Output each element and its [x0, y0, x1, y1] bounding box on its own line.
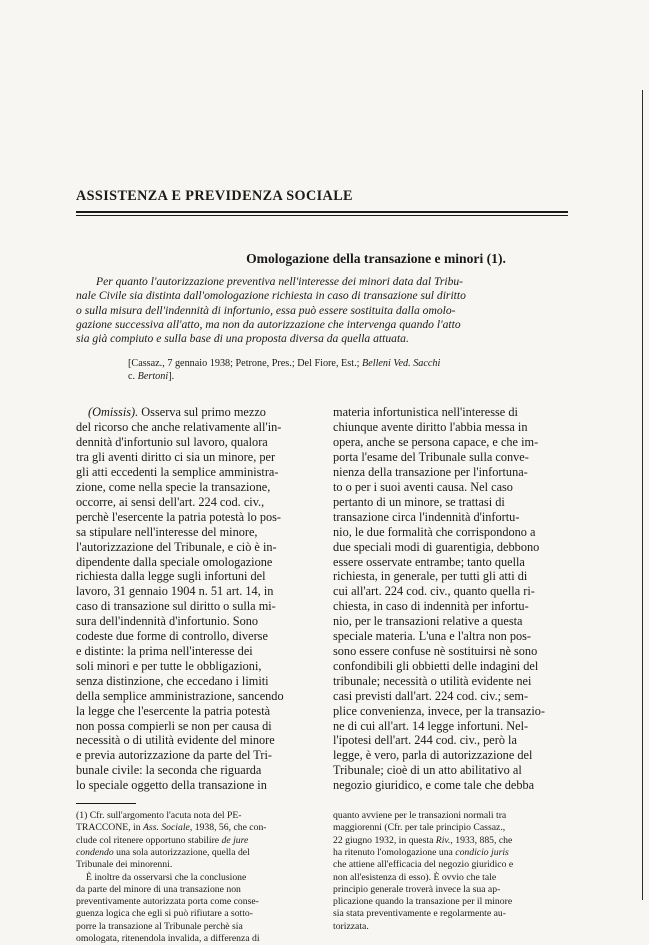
text-line: chiesta, in caso di indennità per infortu- — [333, 599, 529, 614]
footnote-line — [76, 822, 311, 834]
text-line — [76, 584, 311, 599]
footnote-text: 22 giugno 1932, in questa — [333, 834, 436, 846]
citation-party: Belleni Ved. Sacchi — [362, 358, 441, 370]
line-text: richiesta dalla legge sugli infortuni del — [76, 569, 266, 584]
text-line — [76, 495, 311, 510]
text-line — [76, 435, 311, 450]
text-line — [76, 525, 311, 540]
line-text: dennità d'infortunio sul lavoro, qualora — [76, 435, 268, 450]
footnote-text: , 1938, 56, che con- — [189, 822, 267, 834]
line-text: sa stipulare nell'interesse del minore, — [76, 524, 258, 539]
text-line: richiesta, in generale, per tutti gli atti di — [333, 569, 528, 584]
footnote-line — [76, 810, 311, 822]
footnote-text: ha ritenuto l'omologazione una — [333, 846, 456, 858]
abstract-line: o sulla misura dell'indennità di infortunio, essa può essere sostituita dalla omolo- — [76, 303, 456, 317]
line-text: e distinte: la prima nell'interesse dei — [76, 643, 253, 658]
line-text: del ricorso che anche relativamente all'in- — [76, 420, 282, 435]
footnote-text: da parte del minore di una transazione non — [76, 883, 241, 895]
text-line: tribunale; necessità o utilità evidente nei — [333, 673, 532, 688]
footnote-text: plicazione quando la transazione per il minore — [333, 896, 513, 908]
text-line — [76, 629, 311, 644]
text-line: opera, anche se persona capace, e che im- — [333, 435, 539, 450]
footnote-italic: de jure — [221, 834, 249, 846]
text-line — [76, 555, 311, 570]
text-line: essere osservate entrambe; tanto quella — [333, 554, 525, 569]
footnote-text: TRACCONE, in — [76, 822, 144, 834]
text-line — [76, 733, 311, 748]
footnote-line — [333, 835, 568, 847]
line-text: della semplice amministrazione, sancendo — [76, 688, 284, 703]
text-line: l'ipotesi dell'art. 244 cod. civ., però la — [333, 733, 517, 748]
text-line — [76, 480, 311, 495]
footnote-text: Tribunale dei minorenni. — [76, 859, 173, 871]
footnote-text: principio generale troverà invece la sua ap- — [333, 883, 501, 895]
footnote-line — [333, 859, 568, 871]
line-text: lo speciale oggetto della transazione in — [76, 778, 267, 793]
text-line: ne di cui all'art. 14 legge infortuni. Nel- — [333, 718, 529, 733]
body-column-right — [333, 405, 568, 793]
article-title: Omologazione della transazione e minori (1). — [246, 251, 506, 266]
citation-text: [Cassaz., 7 gennaio 1938; Petrone, Pres.; Del Fiore, Est.; — [128, 358, 362, 370]
text-line — [76, 719, 311, 734]
footnote-line — [333, 822, 568, 834]
line-text: dipendente dalla speciale omologazione — [76, 554, 273, 569]
footnote-line — [333, 908, 568, 920]
text-line — [76, 540, 311, 555]
text-line — [76, 599, 311, 614]
citation-line-2 — [128, 370, 568, 383]
footnote-text: È inoltre da osservarsi che la conclusione — [86, 871, 247, 883]
section-title: ASSISTENZA E PREVIDENZA SOCIALE — [76, 188, 353, 204]
text-line — [76, 465, 311, 480]
line-text: perchè l'esercente la patria potestà lo pos- — [76, 509, 282, 524]
text-line: due speciali modi di guarentigia, debbono — [333, 539, 540, 554]
text-line: porta l'esame del Tribunale sulla conve- — [333, 450, 529, 465]
text-line: transazione circa l'indennità d'infortu- — [333, 509, 520, 524]
line-text: tra gli aventi diritto ci sia un minore, per — [76, 450, 276, 465]
footnote-text: porre la transazione al Tribunale perchè sia — [76, 920, 243, 932]
footnote-column-left — [76, 810, 311, 945]
footnote-text: una sola autorizzazione, quella del — [113, 846, 250, 858]
footnote-line — [333, 872, 568, 884]
footnote-text: guenza logica che egli si può rifiutare a sotto- — [76, 908, 254, 920]
citation-text: ]. — [168, 371, 175, 383]
footnote-italic: condendo — [76, 846, 114, 858]
footnote-italic: condicio juris — [455, 846, 509, 858]
footnote-text: clude col ritenere opportuno stabilire — [76, 834, 222, 846]
text-line: casi previsti dall'art. 224 cod. civ.; sem- — [333, 688, 529, 703]
footnote-line — [76, 896, 311, 908]
footnote-line — [76, 847, 311, 859]
footnote-column-right — [333, 810, 568, 945]
text-line — [76, 748, 311, 763]
line-text: caso di transazione sul diritto o sulla mi- — [76, 599, 276, 614]
line-text: la legge che l'esercente la patria potestà — [76, 703, 271, 718]
footnote-line — [333, 847, 568, 859]
footnote-text: quanto avviene per le transazioni normali tra — [333, 810, 507, 822]
footnote-text: preventivamente autorizzata porta come conse- — [76, 896, 259, 908]
line-text: lavoro, 31 gennaio 1904 n. 51 art. 14, in — [76, 584, 274, 599]
text-line: cui all'art. 224 cod. civ., quanto quella ri- — [333, 584, 535, 599]
line-text: sura dell'indennità d'infortunio. Sono — [76, 614, 259, 629]
footnote-line — [76, 859, 311, 871]
footnotes — [76, 810, 568, 945]
footnote-italic: Ass. Sociale — [143, 822, 190, 834]
text-line: Tribunale; cioè di un atto abilitativo al — [333, 763, 522, 778]
line-text: occorre, ai sensi dell'art. 224 cod. civ., — [76, 494, 265, 509]
text-line: plice convenienza, invece, per la transazio- — [333, 703, 546, 718]
section-rule-thick — [76, 211, 568, 213]
text-line: legge, è vero, parla di autorizzazione del — [333, 748, 533, 763]
text-line: nienza della transazione per l'infortuna- — [333, 465, 528, 480]
text-line — [76, 614, 311, 629]
line-text: necessità o di utilità evidente del minore — [76, 733, 275, 748]
text-line: confondibili gli obbietti delle indagini del — [333, 658, 539, 673]
page-edge-line — [642, 90, 644, 900]
text-line: to o per i suoi aventi causa. Nel caso — [333, 480, 513, 495]
line-text: codeste due forme di controllo, diverse — [76, 629, 268, 644]
text-line: materia infortunistica nell'interesse di — [333, 405, 518, 420]
footnote-text: maggiorenni (Cfr. per tale principio Cassaz., — [333, 822, 506, 834]
footnote-line — [76, 835, 311, 847]
text-line: speciale materia. L'una e l'altra non pos- — [333, 629, 532, 644]
footnote-line — [76, 908, 311, 920]
text-line — [76, 510, 311, 525]
footnote-text: torizzata. — [333, 920, 369, 932]
footnote-line — [76, 872, 311, 884]
text-line — [76, 778, 311, 793]
line-text: Osserva sul primo mezzo — [138, 405, 266, 420]
line-text: zione, come nella specie la transazione, — [76, 480, 271, 495]
abstract-line: gazione successiva all'atto, ma non da autorizzazione che intervenga quando l'atto — [76, 317, 461, 331]
line-text: e previa autorizzazione da parte del Tri- — [76, 748, 272, 763]
footnote-line — [76, 933, 311, 945]
text-line — [76, 644, 311, 659]
text-line: sono essere confuse nè sostituirsi nè sono — [333, 643, 538, 658]
line-text: gli atti eccedenti la semplice amministra- — [76, 465, 279, 480]
text-line — [76, 420, 311, 435]
footnote-italic: Riv. — [435, 834, 451, 846]
line-text: senza distinzione, che eccedano i limiti — [76, 673, 269, 688]
abstract-line: nale Civile sia distinta dall'omologazione richiesta in caso di transazione sul diritto — [76, 289, 466, 303]
footnote-text: non all'esistenza di esso). È ovvio che tale — [333, 871, 497, 883]
line-text: l'autorizzazione del Tribunale, e ciò è in- — [76, 539, 277, 554]
footnote-line — [333, 884, 568, 896]
text-line: negozio giuridico, e come tale che debba — [333, 778, 535, 793]
line-text: non possa compierli se non per causa di — [76, 718, 272, 733]
text-line — [76, 689, 311, 704]
abstract-line: Per quanto l'autorizzazione preventiva nell'interesse dei minori data dal Tribu- — [96, 275, 464, 288]
citation-text: c. — [128, 371, 138, 383]
text-line: pertanto di un minore, se trattasi di — [333, 494, 505, 509]
document-page — [76, 188, 568, 945]
citation-line-1 — [128, 357, 568, 370]
abstract-line: sia già compiuto e sulla base di una proposta diversa da quella attuata. — [76, 332, 409, 346]
footnote-rule — [76, 803, 136, 804]
footnote-line — [76, 921, 311, 933]
text-line — [76, 450, 311, 465]
text-line — [76, 704, 311, 719]
footnote-text: sia stata preventivamente e regolarmente au- — [333, 908, 506, 920]
footnote-text: che attiene all'efficacia del negozio giuridico e — [333, 859, 514, 871]
body-columns — [76, 405, 568, 793]
footnote-text: (1) Cfr. sull'argomento l'acuta nota del PE- — [76, 810, 242, 822]
body-column-left — [76, 405, 311, 793]
text-line: nio, per le transazioni relative a questa — [333, 614, 523, 629]
footnote-line — [333, 896, 568, 908]
text-line — [76, 569, 311, 584]
footnote-text: , 1933, 885, che — [450, 834, 513, 846]
line-text: bunale civile: la seconda che riguarda — [76, 763, 262, 778]
text-line: nio, le due formalità che corrispondono a — [333, 524, 536, 539]
citation-party: Bertoni — [137, 371, 169, 383]
footnote-line — [333, 921, 568, 933]
text-line: chiunque avente diritto l'abbia messa in — [333, 420, 528, 435]
footnote-text: omologata, ritenendola invalida, a differenza di — [76, 933, 260, 945]
text-line — [76, 763, 311, 778]
text-line — [76, 405, 311, 420]
omissis-label: (Omissis). — [88, 405, 139, 420]
line-text: soli minori e per tutte le obbligazioni, — [76, 658, 262, 673]
text-line — [76, 674, 311, 689]
footnote-line — [333, 810, 568, 822]
section-rule-thin — [76, 215, 568, 216]
text-line — [76, 659, 311, 674]
abstract — [76, 275, 568, 346]
citation — [128, 357, 568, 383]
footnote-line — [76, 884, 311, 896]
